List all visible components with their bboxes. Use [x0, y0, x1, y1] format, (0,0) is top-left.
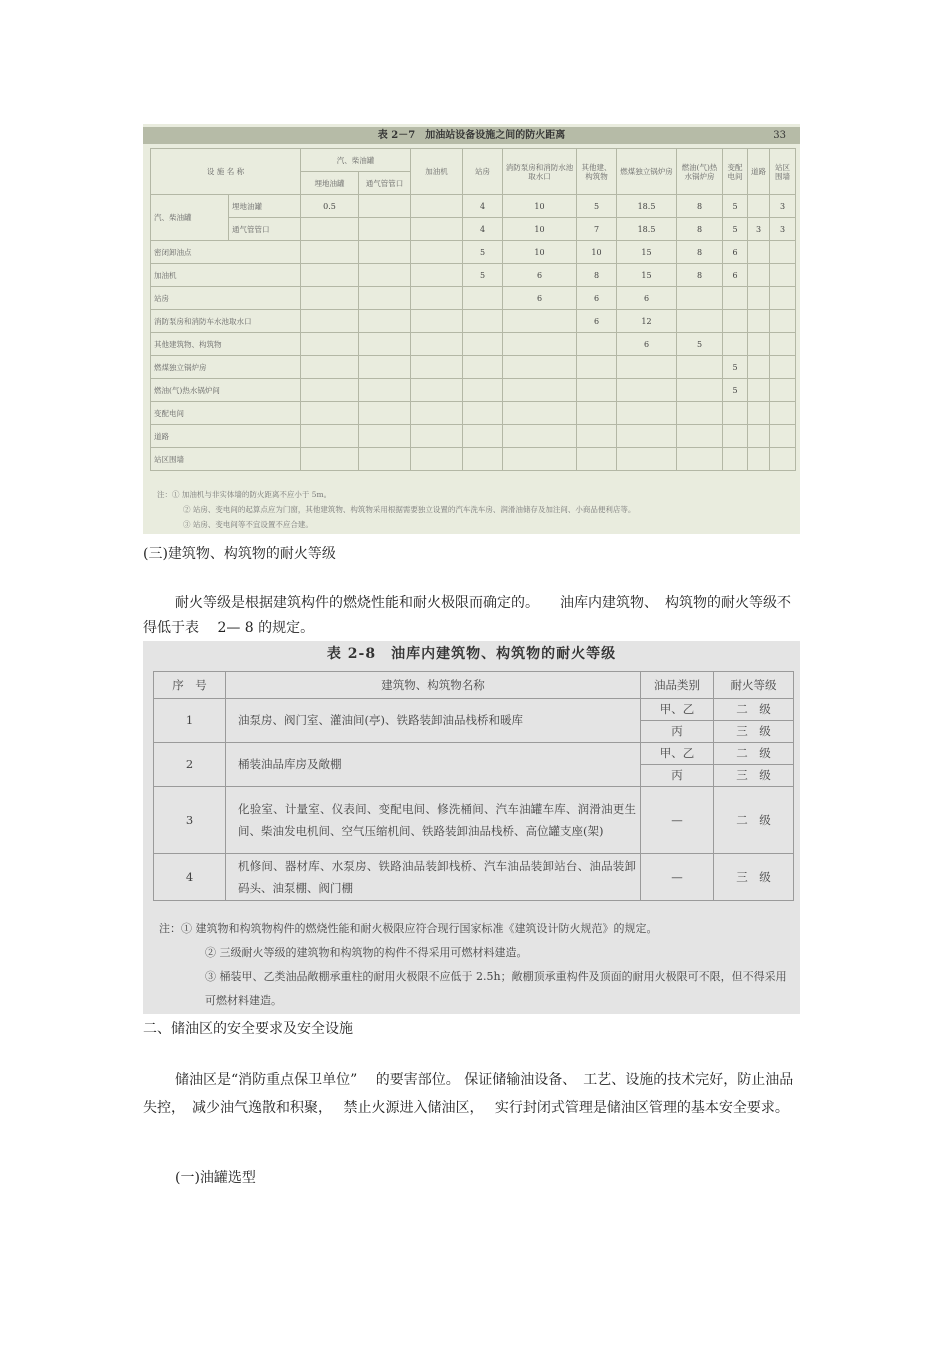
- table-2-8-notes: [159, 917, 794, 1013]
- table-cell: [301, 448, 359, 471]
- table-cell: [503, 356, 577, 379]
- header-category: 油品类别: [641, 672, 714, 699]
- table-row: [151, 425, 796, 448]
- table-cell: [677, 448, 723, 471]
- table-cell: 8: [677, 264, 723, 287]
- table-2-7-note: 注：① 加油机与非实体墙的防火距离不应小于 5m。: [157, 490, 332, 499]
- table-cell: [359, 356, 411, 379]
- table-row: [151, 287, 796, 310]
- table-cell: [748, 287, 770, 310]
- row-category: 甲、乙: [641, 743, 714, 765]
- table-cell: [301, 218, 359, 241]
- table-cell: [411, 425, 463, 448]
- header-facility: 设 施 名 称: [151, 149, 301, 195]
- table-cell: [770, 356, 796, 379]
- table-cell: [301, 379, 359, 402]
- table-cell: [748, 379, 770, 402]
- row-no: 3: [154, 787, 226, 854]
- table-2-7-note: ② 站房、变电间的起算点应为门窗，其他建筑物、构筑物采用根据需要独立设置的汽车洗车房、润滑油储存及加注间、小商品便利店等。: [183, 505, 636, 514]
- table-cell: [577, 425, 617, 448]
- table-cell: 4: [463, 218, 503, 241]
- table-cell: 5: [577, 195, 617, 218]
- table-cell: [359, 402, 411, 425]
- table-2-8-note: ② 三级耐火等级的建筑物和构筑物的构件不得采用可燃材料建造。: [205, 946, 528, 959]
- table-cell: 6: [577, 287, 617, 310]
- table-cell: [463, 402, 503, 425]
- table-cell: [463, 425, 503, 448]
- table-2-8-image: [143, 641, 800, 1014]
- row-name: 其他建筑物、构筑物: [151, 333, 301, 356]
- table-cell: [301, 333, 359, 356]
- row-grade: 二 级: [714, 743, 794, 765]
- row-subname: 通气管管口: [229, 218, 301, 241]
- table-cell: 5: [723, 379, 748, 402]
- header-other-building: 其他建、构筑物: [577, 149, 617, 195]
- table-cell: [463, 448, 503, 471]
- header-vent-pipe: 通气管管口: [359, 172, 411, 195]
- table-cell: [503, 448, 577, 471]
- table-cell: 5: [463, 241, 503, 264]
- table-cell: 8: [677, 218, 723, 241]
- paragraph-storage-safety: 储油区是“消防重点保卫单位” 的要害部位。 保证储输油设备、 工艺、设施的技术完好，防止油品失控， 减少油气逸散和积聚， 禁止火源进入储油区， 实行封闭式管理是储油区管理的基本安全要求。: [143, 1072, 794, 1116]
- table-cell: [723, 310, 748, 333]
- table-row: [151, 264, 796, 287]
- row-name: 站房: [151, 287, 301, 310]
- table-cell: [723, 402, 748, 425]
- row-category: 丙: [641, 765, 714, 787]
- row-category: 丙: [641, 721, 714, 743]
- table-cell: [301, 402, 359, 425]
- row-name: 桶装油品库房及敞棚: [226, 743, 641, 787]
- table-cell: [411, 310, 463, 333]
- table-cell: [577, 379, 617, 402]
- table-cell: [748, 195, 770, 218]
- row-name: 道路: [151, 425, 301, 448]
- table-cell: 15: [617, 264, 677, 287]
- table-cell: [677, 379, 723, 402]
- table-row: [151, 218, 796, 241]
- table-2-8-caption: 表 2-8 油库内建筑物、构筑物的耐火等级: [326, 646, 617, 662]
- table-cell: [359, 425, 411, 448]
- row-category: —: [641, 854, 714, 901]
- table-cell: [677, 356, 723, 379]
- table-cell: [723, 425, 748, 448]
- row-grade: 二 级: [714, 699, 794, 721]
- table-2-7: [150, 148, 796, 471]
- row-name: 站区围墙: [151, 448, 301, 471]
- table-cell: 10: [503, 195, 577, 218]
- table-cell: [359, 333, 411, 356]
- table-cell: [411, 333, 463, 356]
- row-name: 密闭卸油点: [151, 241, 301, 264]
- table-cell: [301, 287, 359, 310]
- table-cell: [463, 333, 503, 356]
- table-2-7-image: [143, 124, 800, 534]
- table-cell: 5: [723, 195, 748, 218]
- table-cell: [411, 287, 463, 310]
- header-tank-group: 汽、柴油罐: [301, 149, 411, 172]
- table-cell: [617, 379, 677, 402]
- table-cell: 3: [770, 195, 796, 218]
- table-cell: [617, 356, 677, 379]
- row-no: 4: [154, 854, 226, 901]
- table-2-8-header-row: [154, 672, 794, 699]
- table-cell: [577, 333, 617, 356]
- row-grade: 三 级: [714, 721, 794, 743]
- table-cell: [359, 448, 411, 471]
- row-name: 油泵房、阀门室、灌油间(亭)、铁路装卸油品栈桥和暖库: [226, 699, 641, 743]
- table-cell: 3: [770, 218, 796, 241]
- table-cell: [748, 264, 770, 287]
- paragraph-fire-rating: 耐火等级是根据建筑构件的燃烧性能和耐火极限而确定的。 油库内建筑物、 构筑物的耐火等级不得低于表 2— 8 的规定。: [143, 595, 791, 636]
- table-cell: [411, 448, 463, 471]
- header-road: 道路: [748, 149, 770, 195]
- table-cell: [770, 402, 796, 425]
- table-cell: 6: [503, 287, 577, 310]
- header-name: 建筑物、构筑物名称: [226, 672, 641, 699]
- row-grade: 二 级: [714, 787, 794, 854]
- table-cell: 18.5: [617, 195, 677, 218]
- table-2-7-notes: [157, 487, 787, 532]
- header-wall: 站区围墙: [770, 149, 796, 195]
- table-cell: [770, 425, 796, 448]
- table-cell: 5: [463, 264, 503, 287]
- table-cell: [359, 287, 411, 310]
- table-cell: [411, 264, 463, 287]
- table-row: [154, 787, 794, 854]
- table-cell: [770, 448, 796, 471]
- table-cell: [463, 356, 503, 379]
- table-row: [154, 743, 794, 765]
- row-name: 化验室、计量室、仪表间、变配电间、修洗桶间、汽车油罐车库、润滑油更生间、柴油发电机间、空气压缩机间、铁路装卸油品栈桥、高位罐支座(架): [226, 787, 641, 854]
- row-no: 1: [154, 699, 226, 743]
- table-cell: [411, 218, 463, 241]
- table-cell: [411, 241, 463, 264]
- table-cell: [359, 195, 411, 218]
- table-cell: [677, 287, 723, 310]
- table-cell: 8: [677, 241, 723, 264]
- table-cell: 12: [617, 310, 677, 333]
- table-cell: 6: [577, 310, 617, 333]
- table-cell: [770, 310, 796, 333]
- row-name: 机修间、器材库、水泵房、铁路油品装卸栈桥、汽车油品装卸站台、油品装卸码头、油泵棚、阀门棚: [226, 854, 641, 901]
- table-cell: [770, 287, 796, 310]
- table-cell: [301, 241, 359, 264]
- table-cell: [617, 402, 677, 425]
- table-cell: 0.5: [301, 195, 359, 218]
- table-cell: [503, 310, 577, 333]
- table-cell: [748, 356, 770, 379]
- page-number: 33: [773, 130, 786, 141]
- table-cell: 8: [677, 195, 723, 218]
- table-2-7-caption: 表 2－7 加油站设备设施之间的防火距离 33: [143, 127, 800, 144]
- row-name: 加油机: [151, 264, 301, 287]
- table-cell: [411, 356, 463, 379]
- table-cell: [617, 448, 677, 471]
- header-station-house: 站房: [463, 149, 503, 195]
- table-cell: 18.5: [617, 218, 677, 241]
- row-name: 消防泵房和消防车水池取水口: [151, 310, 301, 333]
- table-row: [151, 379, 796, 402]
- row-name: 燃煤独立锅炉房: [151, 356, 301, 379]
- row-name: 燃油(气)热水锅炉间: [151, 379, 301, 402]
- table-cell: [411, 402, 463, 425]
- table-row: [151, 402, 796, 425]
- table-cell: [301, 356, 359, 379]
- table-cell: [411, 195, 463, 218]
- table-cell: [411, 379, 463, 402]
- table-cell: [770, 379, 796, 402]
- table-cell: [503, 425, 577, 448]
- header-substation: 变配电间: [723, 149, 748, 195]
- table-cell: [463, 287, 503, 310]
- header-buried-tank: 埋地油罐: [301, 172, 359, 195]
- table-cell: [748, 241, 770, 264]
- table-cell: [301, 264, 359, 287]
- header-no: 序 号: [154, 672, 226, 699]
- table-cell: [770, 264, 796, 287]
- table-cell: 8: [577, 264, 617, 287]
- section-3-title: (三)建筑物、构筑物的耐火等级: [143, 546, 336, 562]
- table-cell: [359, 379, 411, 402]
- table-cell: 5: [723, 218, 748, 241]
- section-2-title: 二、储油区的安全要求及安全设施: [143, 1021, 353, 1037]
- table-cell: [748, 448, 770, 471]
- table-cell: 6: [503, 264, 577, 287]
- table-cell: [677, 402, 723, 425]
- table-cell: [503, 402, 577, 425]
- header-grade: 耐火等级: [714, 672, 794, 699]
- table-cell: [723, 333, 748, 356]
- table-cell: 10: [577, 241, 617, 264]
- table-cell: 6: [617, 287, 677, 310]
- table-cell: 6: [723, 241, 748, 264]
- table-cell: [301, 425, 359, 448]
- table-cell: 5: [723, 356, 748, 379]
- row-grade: 三 级: [714, 765, 794, 787]
- table-row: [151, 310, 796, 333]
- row-name: 变配电间: [151, 402, 301, 425]
- table-cell: [723, 287, 748, 310]
- table-2-7-header-row: [151, 149, 796, 172]
- table-cell: [463, 379, 503, 402]
- table-cell: [359, 264, 411, 287]
- table-row: [154, 854, 794, 901]
- subsection-1-title: (一)油罐选型: [175, 1170, 256, 1186]
- header-dispenser: 加油机: [411, 149, 463, 195]
- table-cell: [723, 448, 748, 471]
- table-cell: [359, 241, 411, 264]
- table-cell: [770, 333, 796, 356]
- table-cell: [503, 333, 577, 356]
- table-cell: [463, 310, 503, 333]
- header-oil-boiler: 燃油(气)热水锅炉房: [677, 149, 723, 195]
- table-cell: [677, 425, 723, 448]
- table-row: [151, 195, 796, 218]
- table-cell: [748, 402, 770, 425]
- table-cell: 6: [723, 264, 748, 287]
- row-subname: 埋地油罐: [229, 195, 301, 218]
- table-cell: 5: [677, 333, 723, 356]
- table-cell: [577, 402, 617, 425]
- table-row: [151, 356, 796, 379]
- table-cell: [359, 218, 411, 241]
- table-2-7-note: ③ 站房、变电间等不宜设置不应合建。: [183, 520, 313, 529]
- table-row: [154, 699, 794, 721]
- table-cell: 4: [463, 195, 503, 218]
- table-cell: [577, 356, 617, 379]
- table-cell: [359, 310, 411, 333]
- table-cell: [748, 425, 770, 448]
- table-cell: [748, 310, 770, 333]
- table-cell: 15: [617, 241, 677, 264]
- table-2-8-note: ③ 桶装甲、乙类油品敞棚承重柱的耐用火极限不应低于 2.5h；敞棚顶承重构件及顶面的耐用火极限可不限，但不得采用可燃材料建造。: [205, 970, 787, 1007]
- row-category: 甲、乙: [641, 699, 714, 721]
- table-row: [151, 241, 796, 264]
- row-grade: 三 级: [714, 854, 794, 901]
- header-coal-boiler: 燃煤独立锅炉房: [617, 149, 677, 195]
- header-fire-pump: 消防泵房和消防水池取水口: [503, 149, 577, 195]
- row-category: —: [641, 787, 714, 854]
- table-2-8: [153, 671, 794, 901]
- row-name: 汽、柴油罐: [151, 195, 229, 241]
- table-cell: [770, 241, 796, 264]
- table-cell: [503, 379, 577, 402]
- table-row: [151, 448, 796, 471]
- table-cell: 7: [577, 218, 617, 241]
- table-cell: 3: [748, 218, 770, 241]
- table-cell: [617, 425, 677, 448]
- table-cell: [577, 448, 617, 471]
- table-cell: 6: [617, 333, 677, 356]
- table-cell: [301, 310, 359, 333]
- table-2-8-note: 注：① 建筑物和构筑物构件的燃烧性能和耐火极限应符合现行国家标准《建筑设计防火规范》的规定。: [159, 922, 658, 935]
- table-cell: [748, 333, 770, 356]
- table-cell: 10: [503, 218, 577, 241]
- row-no: 2: [154, 743, 226, 787]
- table-row: [151, 333, 796, 356]
- table-cell: [677, 310, 723, 333]
- table-cell: 10: [503, 241, 577, 264]
